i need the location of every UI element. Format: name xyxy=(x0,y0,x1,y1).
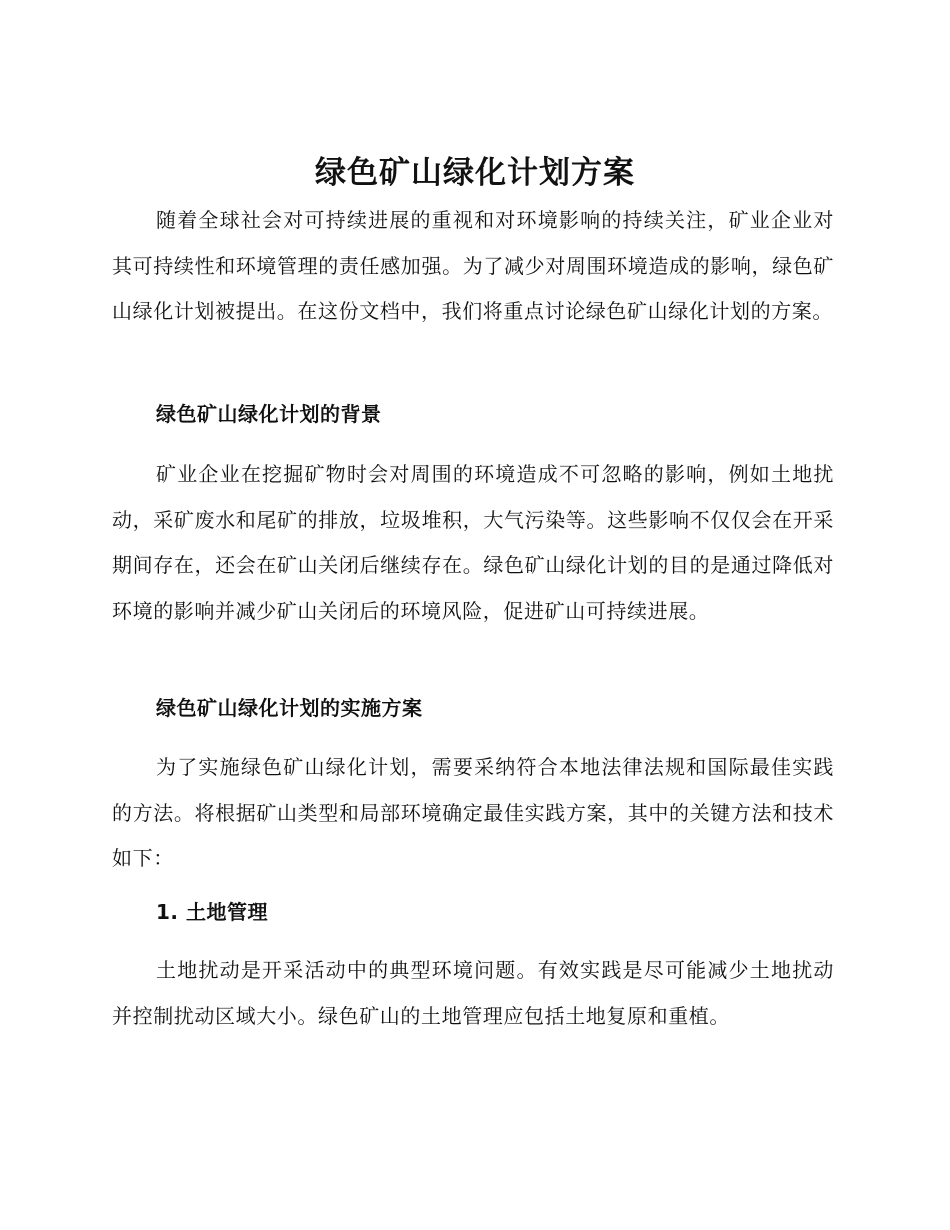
section-heading-implementation: 绿色矿山绿化计划的实施方案 xyxy=(156,696,423,720)
section-body-background: 矿业企业在挖掘矿物时会对周围的环境造成不可忽略的影响，例如土地扰动，采矿废水和尾矿的排放，垃圾堆积，大气污染等。这些影响不仅仅会在开采期间存在，还会在矿山关闭后继续存在。绿色矿山绿化计划的目的是通过降低对环境的影响并减少矿山关闭后的环境风险，促进矿山可持续进展。 xyxy=(112,462,834,623)
section-body-implementation: 为了实施绿色矿山绿化计划，需要采纳符合本地法律法规和国际最佳实践的方法。将根据矿山类型和局部环境确定最佳实践方案，其中的关键方法和技术如下： xyxy=(112,755,834,870)
intro-paragraph: 随着全球社会对可持续进展的重视和对环境影响的持续关注，矿业企业对其可持续性和环境管理的责任感加强。为了减少对周围环境造成的影响，绿色矿山绿化计划被提出。在这份文档中，我们将重点讨论绿色矿山绿化计划的方案。 xyxy=(112,208,834,323)
section-body-land-management: 土地扰动是开采活动中的典型环境问题。有效实践是尽可能减少土地扰动并控制扰动区域大小。绿色矿山的土地管理应包括土地复原和重植。 xyxy=(112,958,834,1028)
section-heading-land-management: 1. 土地管理 xyxy=(156,900,268,924)
section-heading-background: 绿色矿山绿化计划的背景 xyxy=(156,402,382,426)
document-title: 绿色矿山绿化计划方案 xyxy=(315,155,635,191)
